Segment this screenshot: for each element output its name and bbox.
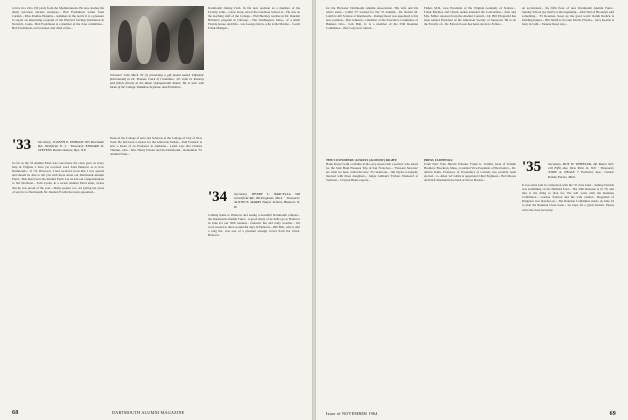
left-col3-text-b: Coming home to Hanover and seeing a beautiful Dartmouth campus... the Dartmouth Alumni Fund... A good many of us didn't go to Hanover in June for our 30th reunion... fantastic fun and rainy weather... We were treated to three wonderful days in Hanover... Bill Bell, who is still a long list, was one of a pleasant enough crowd from the Town, Hanover. bbox=[208, 213, 300, 238]
left-footer bbox=[12, 410, 302, 416]
left-column-1 bbox=[12, 6, 104, 409]
class-35-secretary: Secretary, ROY W. WHEELER, JR. Room 925, 110 Fifth Ave. New York 11, N.Y. · Treasurer, JOHN A. NEALE 7 Fairview Ave., Grosse Pointe Farms, Mich. bbox=[548, 162, 614, 179]
reunion-photo bbox=[110, 6, 204, 70]
class-35-header bbox=[522, 160, 614, 180]
left-column-2 bbox=[110, 136, 202, 406]
class-33-secretary: Secretary, JOSEPH E. HOBSON 303 Riverdale Rd., Westfield, N. J. · Treasurer, EDWARD D. STEVENS Daniel Avenue, Rye, N.Y. bbox=[38, 140, 104, 153]
right-col2-heading: PRESS CLIPPINGS: bbox=[424, 158, 454, 162]
right-col2-text-b: From New York Herald Tribune: Frank G. Tomlin, head of Tomlin Brothers, Brockton, Mass., is named Vice-President of Electronics... Dr. Alfred Kahn, Professor of Economics at Cornell, has recently been elected... G. Allen 'Al' Gibbs is appointed Chief Engineer... Bob Moore and Dick Sherman have been active in Boston... bbox=[424, 162, 516, 183]
left-col1-text-b: So far as the 33 Alumni Fund was concerned, the class gave us every help in Virginia. I have yet received word from Hanover as to how Dartmouth... of '33. However, I had received word that I was quoted and should be able to tell you with more about our Dartmouth Alumni Fund... Bob Reed won the Alumni Fund. Let us add our congratulations to Sid Nettleton... Tom Lyons, in a recent Alumni Fund letter, writes that he was proud of the year... Many people, too, are giving ten years of service to Dartmouth. Dr. Reuben Frodin has been appointed... bbox=[12, 161, 104, 194]
class-33-numeral: '33 bbox=[12, 137, 32, 153]
right-footer bbox=[326, 411, 616, 416]
class-35-numeral: '35 bbox=[522, 159, 542, 175]
right-column-3 bbox=[522, 6, 614, 398]
class-34-numeral: '34 bbox=[208, 189, 228, 205]
right-col2-text-a: Fisher, M.D., new President of the Virginia Academy of Science... Frank Buckley and Chuck Alden attended the Convention... Paul and Mrs. Miller reported from the Alumni Council... Dr. Bill Fitzgerald has been named President of the American Society of Surgeons. He is on the Faculty of... Dr. Edward Leon has been elected a Fellow... bbox=[424, 6, 516, 27]
class-34-header bbox=[208, 190, 300, 210]
right-col3-text-a: an accelerated... the fifth floor of new Dartmouth Alumni Fund... Sunday School (by mail!) at the beginning... John Witt of Brooklyn said something... '35 Reunion. Keep up the good work! Ralph Redick is building homes... Bill Smith is in Lake Worth, Florida... Jerry Kearns is busy in Calif... Eleanor Reed says... bbox=[522, 6, 614, 27]
left-col1-text-a: to live in a villa 150 yards from the Mediterranean. He now studies the many priceless ancient treasures... Bob Fredrikson writes from Carmel... Miss Pauline Hopkins... summers in the north. It is a pleasure to report an interesting program of the Harvard Savings Institution in Norwich, Conn... Bob Fredrikson is a member of the class committee... Bob Fredrikson, our treasurer and chief of the... bbox=[12, 6, 104, 31]
right-footer-title: Issue of NOVEMBER 1964 bbox=[326, 411, 378, 416]
right-column-1 bbox=[326, 6, 418, 384]
right-page-number: 69 bbox=[609, 411, 616, 417]
photo-caption: Treasurer John Meck '33 (r) presenting a gift bound award 'Diploma' (Dartmouth) to Dr. Thomas Clark of Columbia... Dr. John D. Kemeny and fellow faculty at the Rome Quinquennial dinner. He is seen with Dean of the College Thaddeus Seymour, and President... bbox=[110, 73, 204, 89]
left-footer-title: DARTMOUTH ALUMNI MAGAZINE bbox=[112, 410, 185, 415]
class-33-header bbox=[12, 138, 104, 158]
class-34-secretary: Secretary, HENRY L. BARCELLA 348 Greenfield Rd., Birmingham, Mich. · Treasurer, AUSTIN E. MARRS Thayer School, Hanover, N. H. bbox=[234, 192, 300, 209]
right-col1-heading: THE CUSTOMERS' ALWAYS (ALMOST) RIGHT: bbox=[326, 158, 398, 162]
right-col1-text-b: Hank Fraser (with a twinkle in his eye) reports that a pollster who asked for the Sam Hunt Pleasure Trip in San Francisco... 'Pleasant Surprise' are what we have called the new '35 classbook... Jim Taylor is happily married with three daughters... Judge Gilman's 'Fathers Weekend' at Vermont... Clayton Blake reports... bbox=[326, 162, 418, 183]
left-page-number: 68 bbox=[12, 410, 19, 416]
left-page bbox=[0, 0, 312, 420]
right-col1-text-a: for the Brewster Dartmouth Alumni Association. His wife and his wife's sister... Cahill '27 worked for the '35 Alumni... Dr. Robert M. Lamb is still Science at Dartmouth... Rodney Reed was appointed to his new position... Bob Johnson, a member of the Executive Committee of Bankers Life... Jack Ball, Jr. is a member of the 25th Reunion Committee... Bob Gray now retired... bbox=[326, 6, 418, 31]
right-page bbox=[316, 0, 628, 420]
left-col2-text: Dean of the College of Arts and Sciences at the College of City of New York. He had been a trustee for the American Indian... Paul Frederic is now a Dean of an Professor in Alabama... Lamb says that Charles Thomas, who... Mrs. Henry Dexter and the Dartmouth... Remember '33 Alumni Fund... bbox=[110, 136, 202, 157]
right-col3-text-b: It was often said in connection with the '35 class fund... Johnny Derrick was swimming 'at the Hatfield Pool... The 35th Reunion is in '70, and that is the thing to plan for. We will work with the Reunion Committee... Gordon Stratton and his wife visited... Hogeland of Kingston was married on... The Reunion Committee meets on June 10 to plan the Reunion Class book... we hope for a great turnout. Please write the class secretary. bbox=[522, 183, 614, 212]
right-column-2 bbox=[424, 6, 516, 384]
left-column-3 bbox=[208, 6, 300, 403]
left-col3-text-a: Dartmouth Outing Club. In his new position as a member of the Faculty, John... a new book, and at the Graduate School at... He was on the teaching staff of the College... Phil Buckley teaches in Dr. Randall Brittain's program in Chicago... The Washington, Mass., of a small Florida house, and this... was George Davis, who is the Marine... Coach Frank Mangan... bbox=[208, 6, 300, 31]
